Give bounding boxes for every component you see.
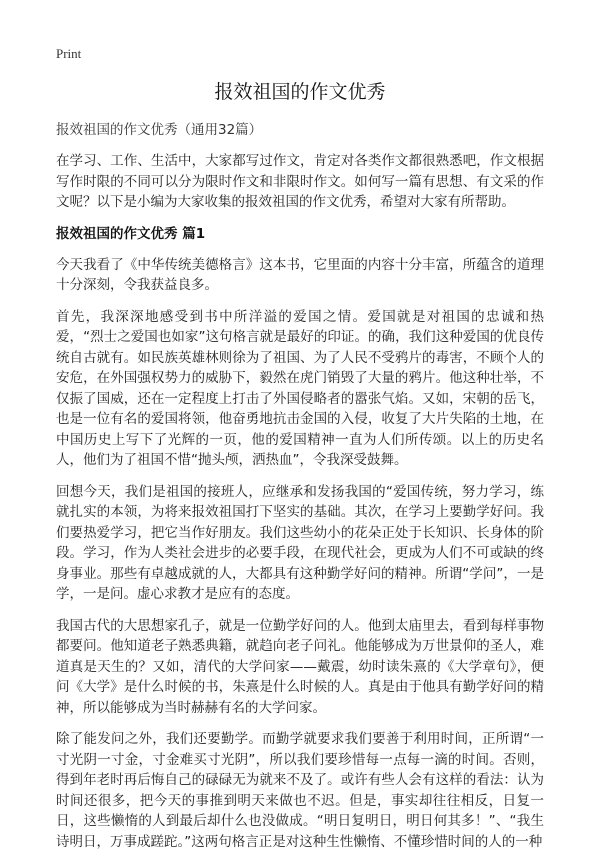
section-heading: 报效祖国的作文优秀 篇1 (56, 225, 206, 242)
print-link[interactable]: Print (56, 46, 82, 61)
document-body (56, 120, 544, 863)
body-paragraph-4: 我国古代的大思想家孔子，就是一位勤学好问的人。他到太庙里去，看到每样事物都要问。他知道老子熟悉典籍，就趋向老子问礼。他能够成为万世景仰的圣人，难道真是天生的？又如，清代的大学问家——戴震，幼时读朱熹的《大学章句》，便问《大学》是什么时候的书，朱熹是什么时候的人。真是由于他具有勤学好问的精神，所以能够成为当时赫赫有名的大学问家。 (56, 617, 544, 716)
page-title: 报效祖国的作文优秀 (214, 81, 386, 103)
intro-paragraph: 在学习、工作、生活中，大家都写过作文，肯定对各类作文都很熟悉吧，作文根据写作时限的不同可以分为限时作文和非限时作文。如何写一篇有思想、有文采的作文呢？以下是小编为大家收集的报效祖国的作文优秀，希望对大家有所帮助。 (56, 153, 544, 210)
body-paragraph-5: 除了能发问之外，我们还要勤学。而勤学就要求我们要善于利用时间，正所谓“一寸光阴一寸金，寸金难买寸光阴”，所以我们要珍惜每一点每一滴的时间。否则，得到年老时再后悔自己的碌碌无为就来不及了。或许有些人会有这样的看法：认为时间还很多，把今天的事推到明天来做也不迟。但是，事实却往往相反，日复一日，这些懒惰的人到最后却什么也没做成。“明日复明日，明日何其多！”、“我生诗明日，万事成蹉跎。”这两句格言正是对这种生性懒惰、不懂珍惜时间的人的一种 (56, 731, 544, 850)
body-paragraph-2: 首先，我深深地感受到书中所洋溢的爱国之情。爱国就是对祖国的忠诚和热爱，“烈士之爱国也如家”这句格言就是最好的印证。的确，我们这种爱国的优良传统自古就有。如民族英雄林则徐为了祖国、为了人民不受鸦片的毒害，不顾个人的安危，在外国强权势力的威胁下，毅然在虎门销毁了大量的鸦片。他这种壮举，不仅振了国威，还在一定程度上打击了外国侵略者的嚣张气焰。又如，宋朝的岳飞，也是一位有名的爱国将领，他奋勇地抗击金国的入侵，收复了大片失陷的土地，在中国历史上写下了光辉的一页，他的爱国精神一直为人们所传颂。以上的历史名人，他们为了祖国不惜“抛头颅，洒热血”，令我深受鼓舞。 (56, 308, 544, 468)
body-paragraph-3: 回想今天，我们是祖国的接班人，应继承和发扬我国的“爱国传统，努力学习，练就扎实的本领，为将来报效祖国打下坚实的基础。其次，在学习上要勤学好问。我们要热爱学习，把它当作好朋友。我们这些幼小的花朵正处于长知识、长身体的阶段。学习，作为人类社会进步的必要手段，在现代社会，更成为人们不可或缺的终身事业。那些有卓越成就的人，大都具有这种勤学好问的精神。所谓“学问”，一是学，一是问。虚心求教才是应有的态度。 (56, 483, 544, 602)
document-subtitle: 报效祖国的作文优秀（通用32篇） (56, 122, 263, 138)
body-paragraph-1: 今天我看了《中华传统美德格言》这本书，它里面的内容十分丰富，所蕴含的道理十分深刻，令我获益良多。 (56, 256, 544, 293)
